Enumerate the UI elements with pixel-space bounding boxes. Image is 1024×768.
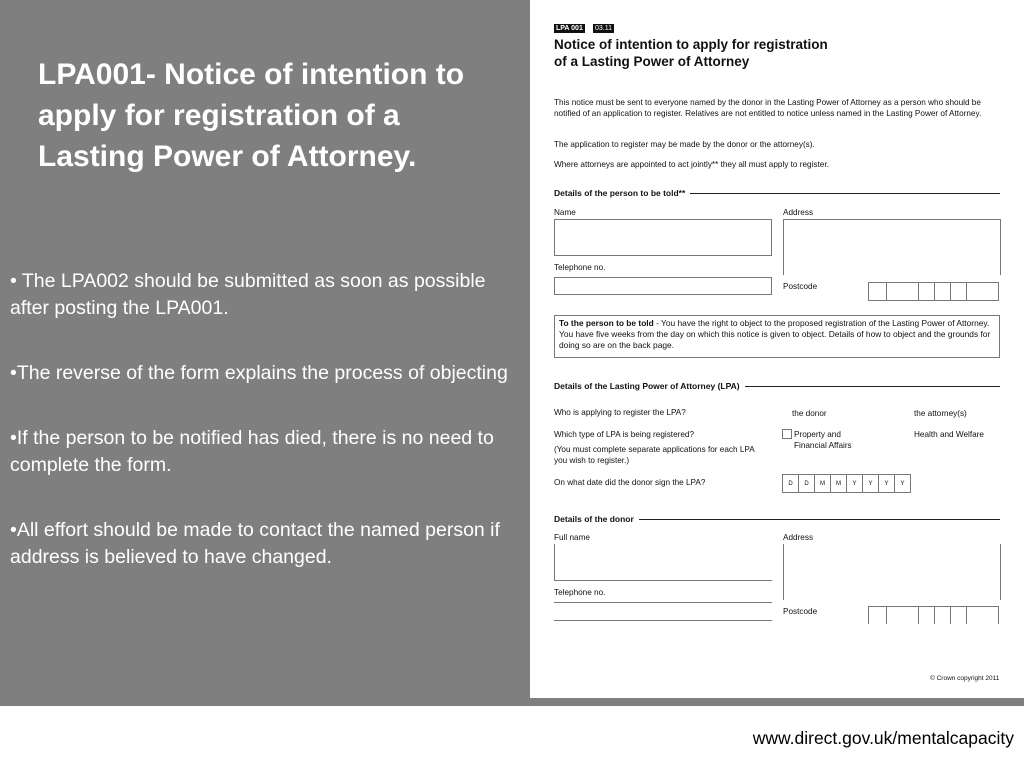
telephone-field	[554, 620, 772, 621]
postcode-label: Postcode	[783, 282, 818, 291]
option-label: Property and Financial Affairs	[794, 430, 852, 450]
copyright: © Crown copyright 2011	[930, 675, 1000, 682]
form-image	[530, 0, 1024, 698]
intro-text: The application to register may be made by the donor or the attorney(s).	[554, 140, 815, 149]
title-line: Notice of intention to apply for registration	[554, 37, 828, 52]
telephone-field	[554, 277, 772, 295]
date-cell: Y	[879, 475, 895, 492]
section-heading: Details of the Lasting Power of Attorney (LPA)	[554, 381, 1000, 391]
date-field	[782, 474, 911, 493]
notice-text: - You have the right to object to the proposed registration of the Lasting Power of Attorney. You have five weeks from the day on which this notice is given to object. Details of how to object and the grounds for doing so are on the back page.	[559, 318, 991, 350]
question: Which type of LPA is being registered?	[554, 430, 695, 439]
postcode-field	[868, 282, 999, 301]
section-heading: Details of the donor	[554, 514, 1000, 524]
notice-bold: To the person to be told	[559, 318, 654, 328]
slide-title: LPA001- Notice of intention to apply for registration of a Lasting Power of Attorney.	[38, 58, 465, 173]
option-label: Health and Welfare	[914, 430, 984, 439]
full-name-label: Full name	[554, 533, 590, 542]
bullet-item: •The reverse of the form explains the process of objecting	[10, 362, 508, 384]
name-field	[554, 219, 772, 256]
question-note: (You must complete separate applications for each LPA you wish to register.)	[554, 445, 755, 465]
form-title	[554, 36, 828, 70]
name-label: Name	[554, 208, 576, 217]
date-cell: Y	[863, 475, 879, 492]
intro-text: Where attorneys are appointed to act jointly** they all must apply to register.	[554, 160, 829, 169]
date-cell: Y	[847, 475, 863, 492]
bullet-item: •All effort should be made to contact the named person if address is believed to have changed.	[10, 519, 500, 568]
full-name-field	[554, 544, 772, 581]
date-cell: M	[815, 475, 831, 492]
section-heading: Details of the person to be told**	[554, 188, 1000, 198]
date-cell: D	[783, 475, 799, 492]
question: Who is applying to register the LPA?	[554, 408, 686, 417]
address-field	[783, 544, 1001, 600]
option-label: the donor	[792, 409, 827, 418]
intro-text: This notice must be sent to everyone named by the donor in the Lasting Power of Attorney as a person who should be notified of an application to register. Relatives are not entitled to notice unless named in the Lasting Power of Attorney.	[554, 98, 982, 118]
bullet-item: • The LPA002 should be submitted as soon as possible after posting the LPA001.	[10, 270, 486, 319]
form-version: 03.11	[595, 25, 612, 32]
divider	[554, 602, 772, 603]
telephone-label: Telephone no.	[554, 588, 606, 597]
title-line: of a Lasting Power of Attorney	[554, 54, 750, 69]
notice-box	[554, 315, 1000, 358]
bullet-item: •If the person to be notified has died, there is no need to complete the form.	[10, 427, 494, 476]
address-field	[783, 219, 1001, 275]
bullet-list	[10, 268, 515, 609]
option-label: the attorney(s)	[914, 409, 967, 418]
form-code: LPA 001	[556, 25, 583, 32]
address-label: Address	[783, 208, 814, 217]
telephone-label: Telephone no.	[554, 263, 606, 272]
address-label: Address	[783, 533, 814, 542]
checkbox	[782, 429, 792, 439]
date-cell: Y	[895, 475, 911, 492]
postcode-label: Postcode	[783, 607, 818, 616]
footer-url[interactable]: www.direct.gov.uk/mentalcapacity	[752, 728, 1014, 748]
question: On what date did the donor sign the LPA?	[554, 478, 706, 487]
date-cell: M	[831, 475, 847, 492]
postcode-field	[868, 606, 999, 624]
date-cell: D	[799, 475, 815, 492]
